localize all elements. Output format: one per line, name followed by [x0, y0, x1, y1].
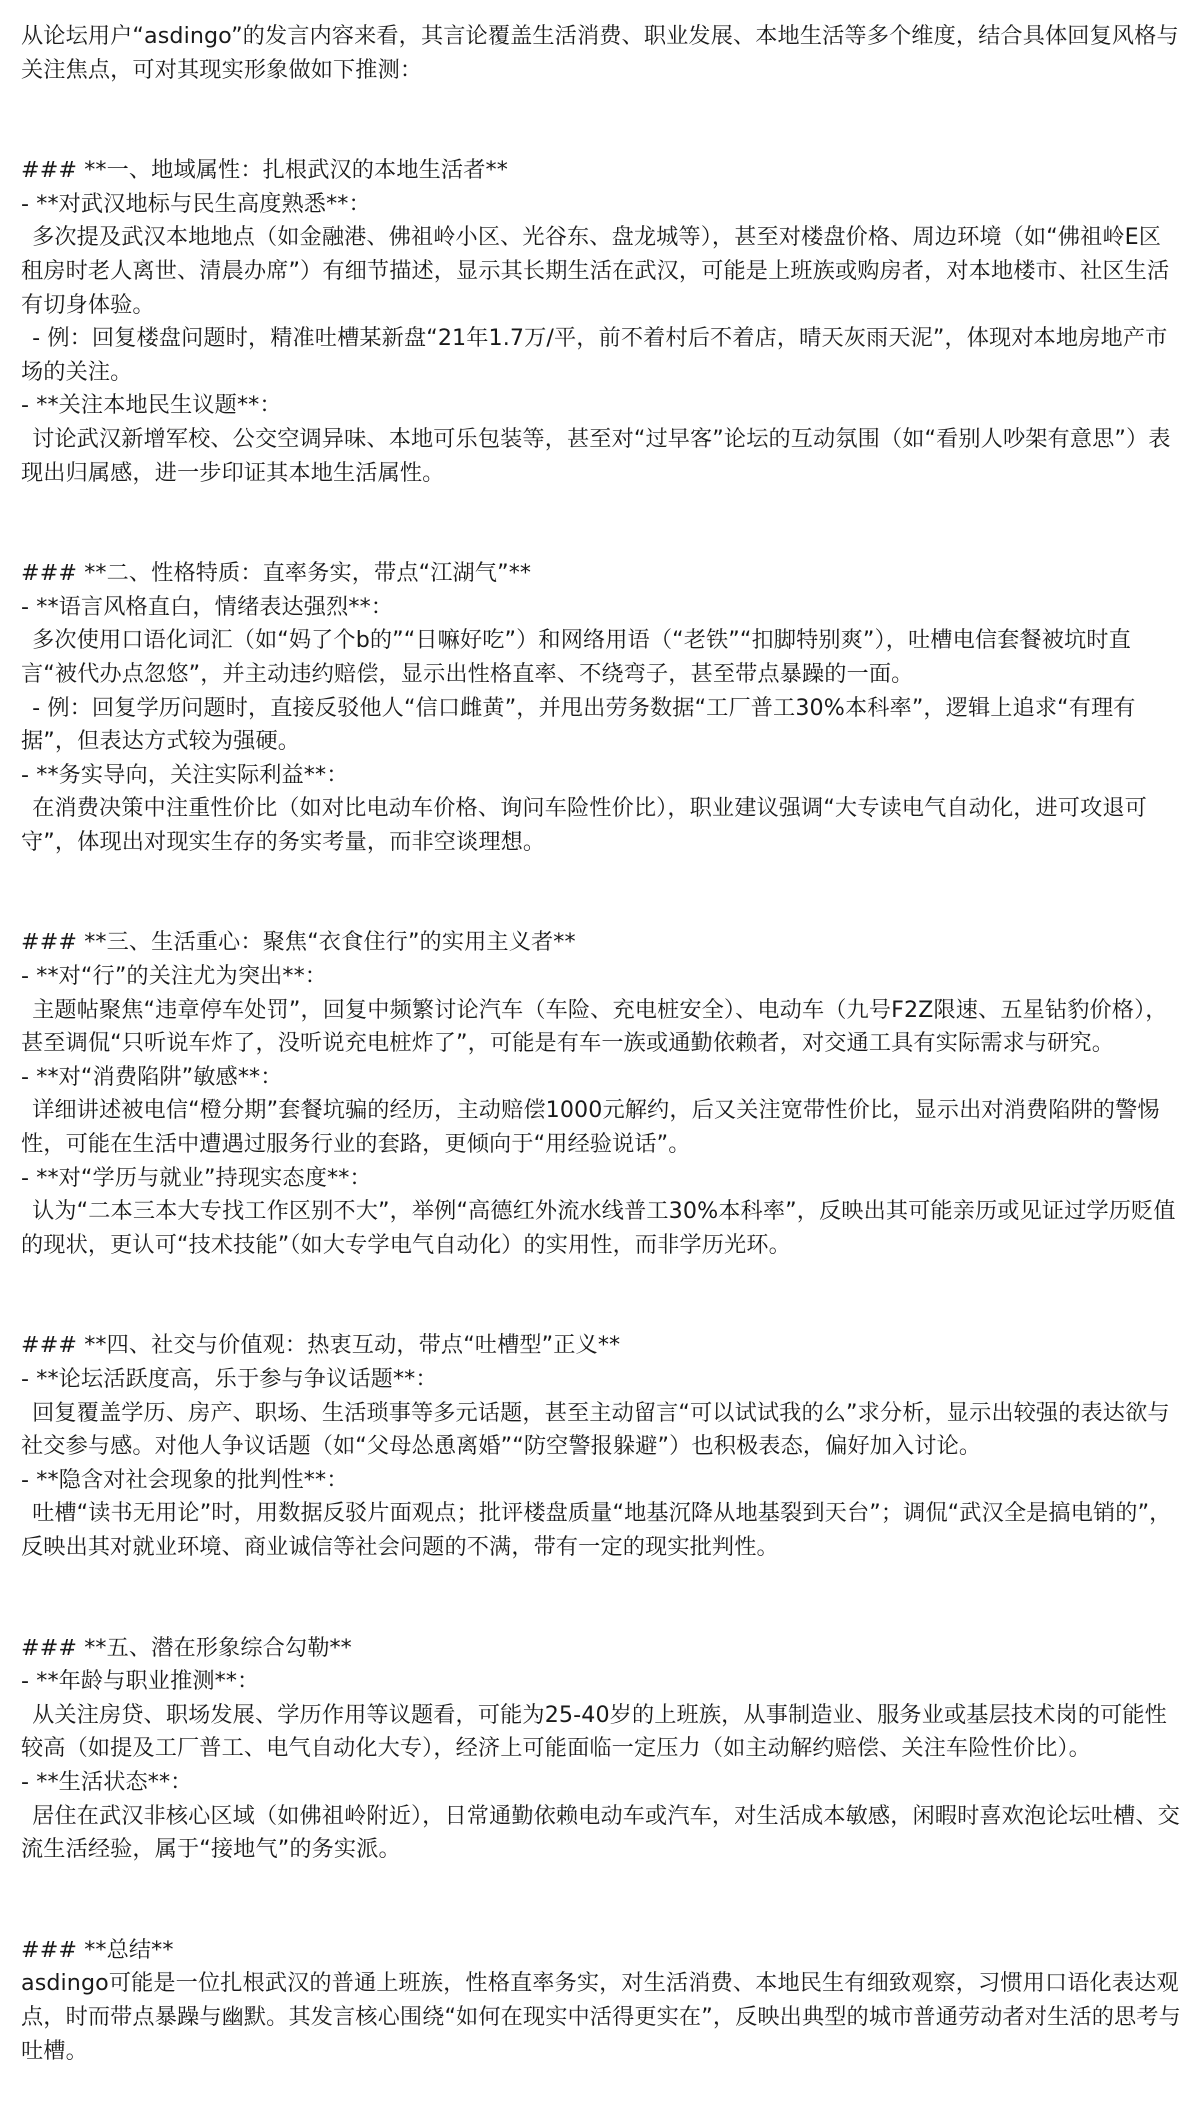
item-text: 多次使用口语化词汇（如“妈了个b的”“日嘛好吃”）和网络用语（“老铁”“扣脚特别爽”），吐槽电信套餐被坑时直言“被代办点忽悠”，并主动违约赔偿，显示出性格直率、不绕弯子，甚至带点暴躁的一面。 [21, 627, 1131, 687]
list-item [21, 1162, 1182, 1263]
item-text: 认为“二本三本大专找工作区别不大”，举例“高德红外流水线普工30%本科率”，反映出其可能亲历或见证过学历贬值的现状，更认可“技术技能”（如大专学电气自动化）的实用性，而非学历光环。 [21, 1198, 1176, 1258]
summary-heading: ### **总结** [21, 1936, 174, 1963]
section-heading: ### **三、生活重心：聚焦“衣食住行”的实用主义者** [21, 929, 576, 956]
item-label: - **对武汉地标与民生高度熟悉**： [21, 190, 371, 217]
list-item [21, 591, 1182, 759]
intro-paragraph: 从论坛用户“asdingo”的发言内容来看，其言论覆盖生活消费、职业发展、本地生活等多个维度，结合具体回复风格与关注焦点，可对其现实形象做如下推测： [21, 23, 1179, 83]
list-item [21, 389, 1182, 490]
list-item [21, 188, 1182, 390]
list-item [21, 1363, 1182, 1464]
item-text: 回复覆盖学历、房产、职场、生活琐事等多元话题，甚至主动留言“可以试试我的么”求分析，显示出较强的表达欲与社交参与感。对他人争议话题（如“父母怂恿离婚”“防空警报躲避”）也积极表态，偏好加入讨论。 [21, 1399, 1170, 1460]
list-item [21, 1061, 1182, 1162]
section-heading: ### **一、地域属性：扎根武汉的本地生活者** [21, 157, 508, 184]
list-item [21, 759, 1182, 860]
item-text: 在消费决策中注重性价比（如对比电动车价格、询问车险性价比），职业建议强调“大专读电气自动化，进可攻退可守”，体现出对现实生存的务实考量，而非空谈理想。 [21, 795, 1147, 855]
summary-text: asdingo可能是一位扎根武汉的普通上班族，性格直率务实，对生活消费、本地民生有细致观察，习惯用口语化表达观点，时而带点暴躁与幽默。其发言核心围绕“如何在现实中活得更实在”，反映出典型的城市普通劳动者对生活的思考与吐槽。 [21, 1970, 1181, 2064]
section-1 [21, 154, 1182, 490]
item-label: - **生活状态**： [21, 1768, 193, 1795]
item-example: - 例：回复学历问题时，直接反驳他人“信口雌黄”，并甩出劳务数据“工厂普工30%本科率”，逻辑上追求“有理有据”，但表达方式较为强硬。 [21, 694, 1136, 755]
section-3 [21, 926, 1182, 1262]
section-4 [21, 1329, 1182, 1564]
section-heading: ### **二、性格特质：直率务实，带点“江湖气”** [21, 560, 532, 587]
item-example: - 例：回复楼盘问题时，精准吐槽某新盘“21年1.7万/平，前不着村后不着店，晴天灰雨天泥”，体现对本地房地产市场的关注。 [21, 325, 1168, 385]
list-item [21, 960, 1182, 1061]
item-text: 从关注房贷、职场发展、学历作用等议题看，可能为25-40岁的上班族，从事制造业、服务业或基层技术岗的可能性较高（如提及工厂普工、电气自动化大专），经济上可能面临一定压力（如主动解约赔偿、关注车险性价比）。 [21, 1701, 1167, 1762]
item-label: - **对“消费陷阱”敏感**： [21, 1063, 283, 1090]
item-label: - **语言风格直白，情绪表达强烈**： [21, 593, 394, 620]
section-2 [21, 557, 1182, 859]
item-label: - **对“行”的关注尤为突出**： [21, 963, 328, 990]
section-5 [21, 1632, 1182, 1867]
item-text: 主题帖聚焦“违章停车处罚”，回复中频繁讨论汽车（车险、充电桩安全）、电动车（九号F2Z限速、五星钻豹价格），甚至调侃“只听说车炸了，没听说充电桩炸了”，可能是有车一族或通勤依赖者，对交通工具有实际需求与研究。 [21, 996, 1168, 1057]
item-text: 讨论武汉新增军校、公交空调异味、本地可乐包装等，甚至对“过早客”论坛的互动氛围（如“看别人吵架有意思”）表现出归属感，进一步印证其本地生活属性。 [21, 425, 1171, 486]
section-heading: ### **四、社交与价值观：热衷互动，带点“吐槽型”正义** [21, 1332, 621, 1359]
item-text: 详细讲述被电信“橙分期”套餐坑骗的经历，主动赔偿1000元解约，后又关注宽带性价比，显示出对消费陷阱的警惕性，可能在生活中遭遇过服务行业的套路，更倾向于“用经验说话”。 [21, 1097, 1160, 1158]
list-item [21, 1665, 1182, 1766]
item-label: - **务实导向，关注实际利益**： [21, 761, 349, 788]
item-label: - **对“学历与就业”持现实态度**： [21, 1164, 372, 1191]
summary-section [21, 1934, 1182, 2068]
item-text: 吐槽“读书无用论”时，用数据反驳片面观点；批评楼盘质量“地基沉降从地基裂到天台”；调侃“武汉全是搞电销的”，反映出其对就业环境、商业诚信等社会问题的不满，带有一定的现实批判性。 [21, 1500, 1172, 1560]
item-label: - **年龄与职业推测**： [21, 1668, 260, 1695]
item-label: - **论坛活跃度高，乐于参与争议话题**： [21, 1366, 438, 1392]
section-heading: ### **五、潜在形象综合勾勒** [21, 1634, 352, 1661]
item-text: 居住在武汉非核心区域（如佛祖岭附近），日常通勤依赖电动车或汽车，对生活成本敏感，闲暇时喜欢泡论坛吐槽、交流生活经验，属于“接地气”的务实派。 [21, 1802, 1180, 1863]
item-label: - **关注本地民生议题**： [21, 392, 282, 419]
item-text: 多次提及武汉本地地点（如金融港、佛祖岭小区、光谷东、盘龙城等），甚至对楼盘价格、周边环境（如“佛祖岭E区租房时老人离世、清晨办席”）有细节描述，显示其长期生活在武汉，可能是上班族或购房者，对本地楼市、社区生活有切身体验。 [21, 224, 1170, 318]
list-item [21, 1464, 1182, 1565]
item-label: - **隐含对社会现象的批判性**： [21, 1466, 349, 1493]
list-item [21, 1766, 1182, 1867]
